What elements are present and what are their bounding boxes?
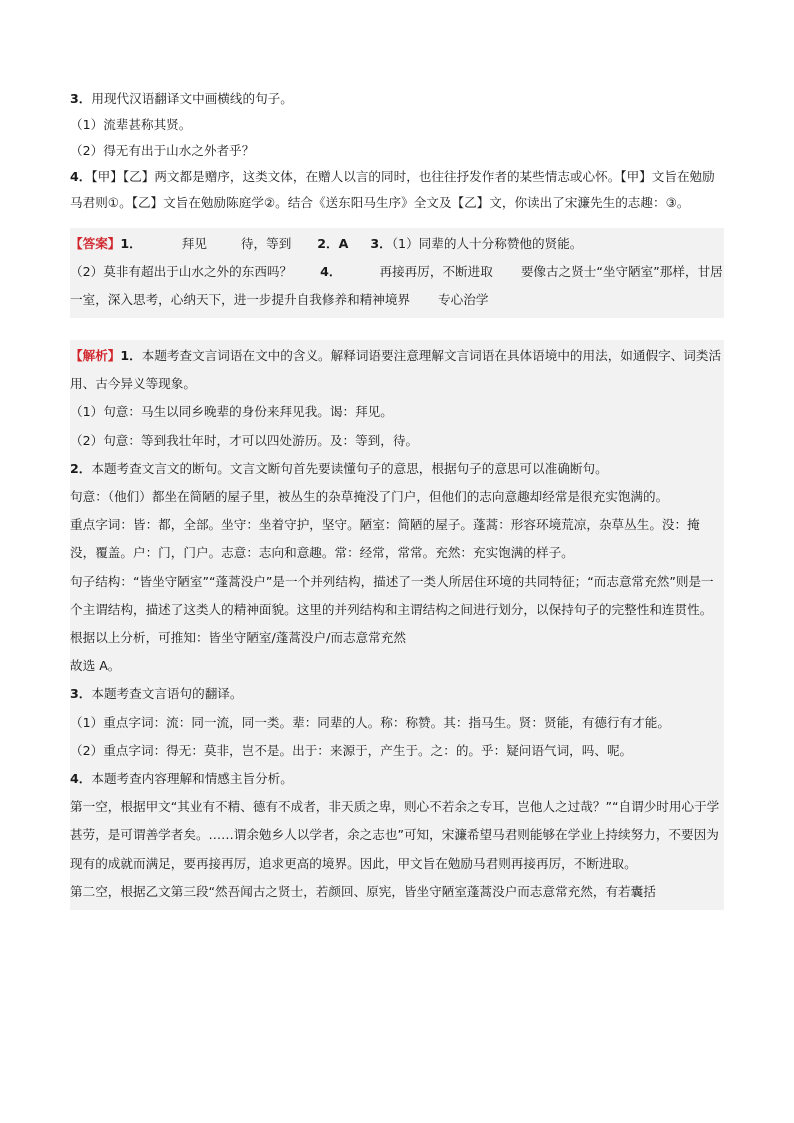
analysis-2-choice: 故选 A。	[70, 658, 121, 674]
analysis-2-keywords: 重点字词：皆：都，全部。坐守：坐着守护，坚守。陋室：简陋的屋子。蓬蒿：形容环境荒凉，杂草丛生。没：掩没，覆盖。户：门，门户。志意：志向和意趣。常：经常，常常。充然：充实饱满的样子。	[70, 517, 700, 561]
answer-text	[70, 230, 724, 314]
answer-1-part-2: 待，等到	[240, 236, 292, 251]
answer-tag: 【答案】	[70, 236, 121, 251]
answer-4-number: 4．	[320, 264, 342, 279]
question-4	[70, 164, 724, 216]
analysis-text: 本题考查内容理解和情感主旨分析。	[91, 771, 293, 787]
analysis-tag: 【解析】	[70, 348, 121, 363]
question-text: 用现代汉语翻译文中画横线的句子。	[91, 91, 293, 106]
analysis-4	[70, 765, 724, 793]
answer-1-number: 1．	[120, 236, 142, 251]
analysis-number: 3．	[70, 686, 92, 702]
analysis-text: 本题考查文言词语在文中的含义。解释词语要注意理解文言词语在具体语境中的用法，如通假字、词类活用、古今异义等现象。	[70, 348, 722, 392]
analysis-number: 1．	[120, 348, 142, 363]
answer-1-part-1: 拜见	[181, 236, 207, 251]
answer-3-2: （2）莫非有超出于山水之外的东西吗？	[70, 264, 293, 279]
analysis-3-2: （2）重点字词：得无：莫非，岂不是。出于：来源于，产生于。之：的。乎：疑问语气词，吗、呢。	[70, 742, 633, 758]
question-number: 4．	[70, 169, 92, 184]
analysis-text: 本题考查文言语句的翻译。	[91, 686, 243, 702]
answer-block	[70, 228, 724, 318]
question-3	[70, 86, 724, 112]
analysis-2	[70, 455, 724, 483]
analysis-2-conclusion: 根据以上分析，可推知：皆坐守陋室/蓬蒿没户/而志意常充然	[70, 630, 406, 646]
analysis-2-structure: 句子结构：“皆坐守陋室”“蓬蒿没户”是一个并列结构，描述了一类人所居住环境的共同特征；“而志意常充然”则是一个主谓结构，描述了这类人的精神面貌。这里的并列结构和主谓结构之间进行划分，以保持句子的完整性和连贯性。	[70, 573, 714, 617]
question-number: 3．	[70, 91, 92, 106]
answer-2-number: 2．	[317, 236, 339, 251]
answer-3-number: 3．	[370, 236, 392, 251]
analysis-1-2: （2）句意：等到我壮年时，才可以四处游历。及：等到，待。	[70, 432, 419, 448]
answer-2-value: A	[338, 236, 349, 251]
analysis-3	[70, 680, 724, 708]
answer-4-blank-3: 专心治学	[438, 292, 489, 307]
analysis-block	[70, 340, 724, 910]
question-3-2: （2）得无有出于山水之外者乎？	[70, 143, 255, 158]
analysis-1-1: （1）句意：马生以同乡晚辈的身份来拜见我。谒：拜见。	[70, 404, 393, 420]
analysis-1	[70, 342, 724, 398]
answer-4-blank-2: 要像古之贤士“坐守陋室”那样，甘居一室，深入思考，心纳天下，进一步提升自我修养和精神境界	[70, 264, 723, 307]
analysis-2-meaning: 句意：（他们）都坐在简陋的屋子里，被丛生的杂草掩没了门户，但他们的志向意趣却经常是很充实饱满的。	[70, 489, 669, 505]
analysis-number: 2．	[70, 460, 92, 476]
analysis-4-blank-1: 第一空，根据甲文“其业有不精、德有不成者，非天质之卑，则心不若余之专耳，岂他人之过哉？”“自谓少时用心于学甚劳，是可谓善学者矣。……谓余勉乡人以学者，余之志也”可知，宋濂希望马君则能够在学业上持续努力，不要因为现有的成就而满足，要再接再厉，追求更高的境界。因此，甲文旨在勉励马君则再接再厉，不断进取。	[70, 799, 720, 871]
analysis-3-1: （1）重点字词：流：同一流，同一类。辈：同辈的人。称：称赞。其：指马生。贤：贤能，有德行有才能。	[70, 714, 670, 730]
question-3-1: （1）流辈甚称其贤。	[70, 117, 192, 132]
analysis-4-blank-2: 第二空，根据乙文第三段“然吾闻古之贤士，若颜回、原宪，皆坐守陋室蓬蒿没户而志意常充然，有若囊括	[70, 883, 656, 899]
document-page	[70, 86, 724, 910]
answer-4-blank-1: 再接再厉，不断进取	[379, 264, 493, 279]
answer-3-1: （1）同辈的人十分称赞他的贤能。	[391, 236, 583, 251]
question-text: 【甲】【乙】两文都是赠序，这类文体，在赠人以言的同时，也往往抒发作者的某些情志或心怀。【甲】文旨在勉励马君则①。【乙】文旨在勉励陈庭学②。结合《送东阳马生序》全文及【乙】文，你读出了宋濂先生的志趣：③。	[70, 169, 715, 210]
analysis-text: 本题考查文言文的断句。文言文断句首先要读懂句子的意思，根据句子的意思可以准确断句。	[91, 460, 608, 476]
analysis-number: 4．	[70, 771, 92, 787]
